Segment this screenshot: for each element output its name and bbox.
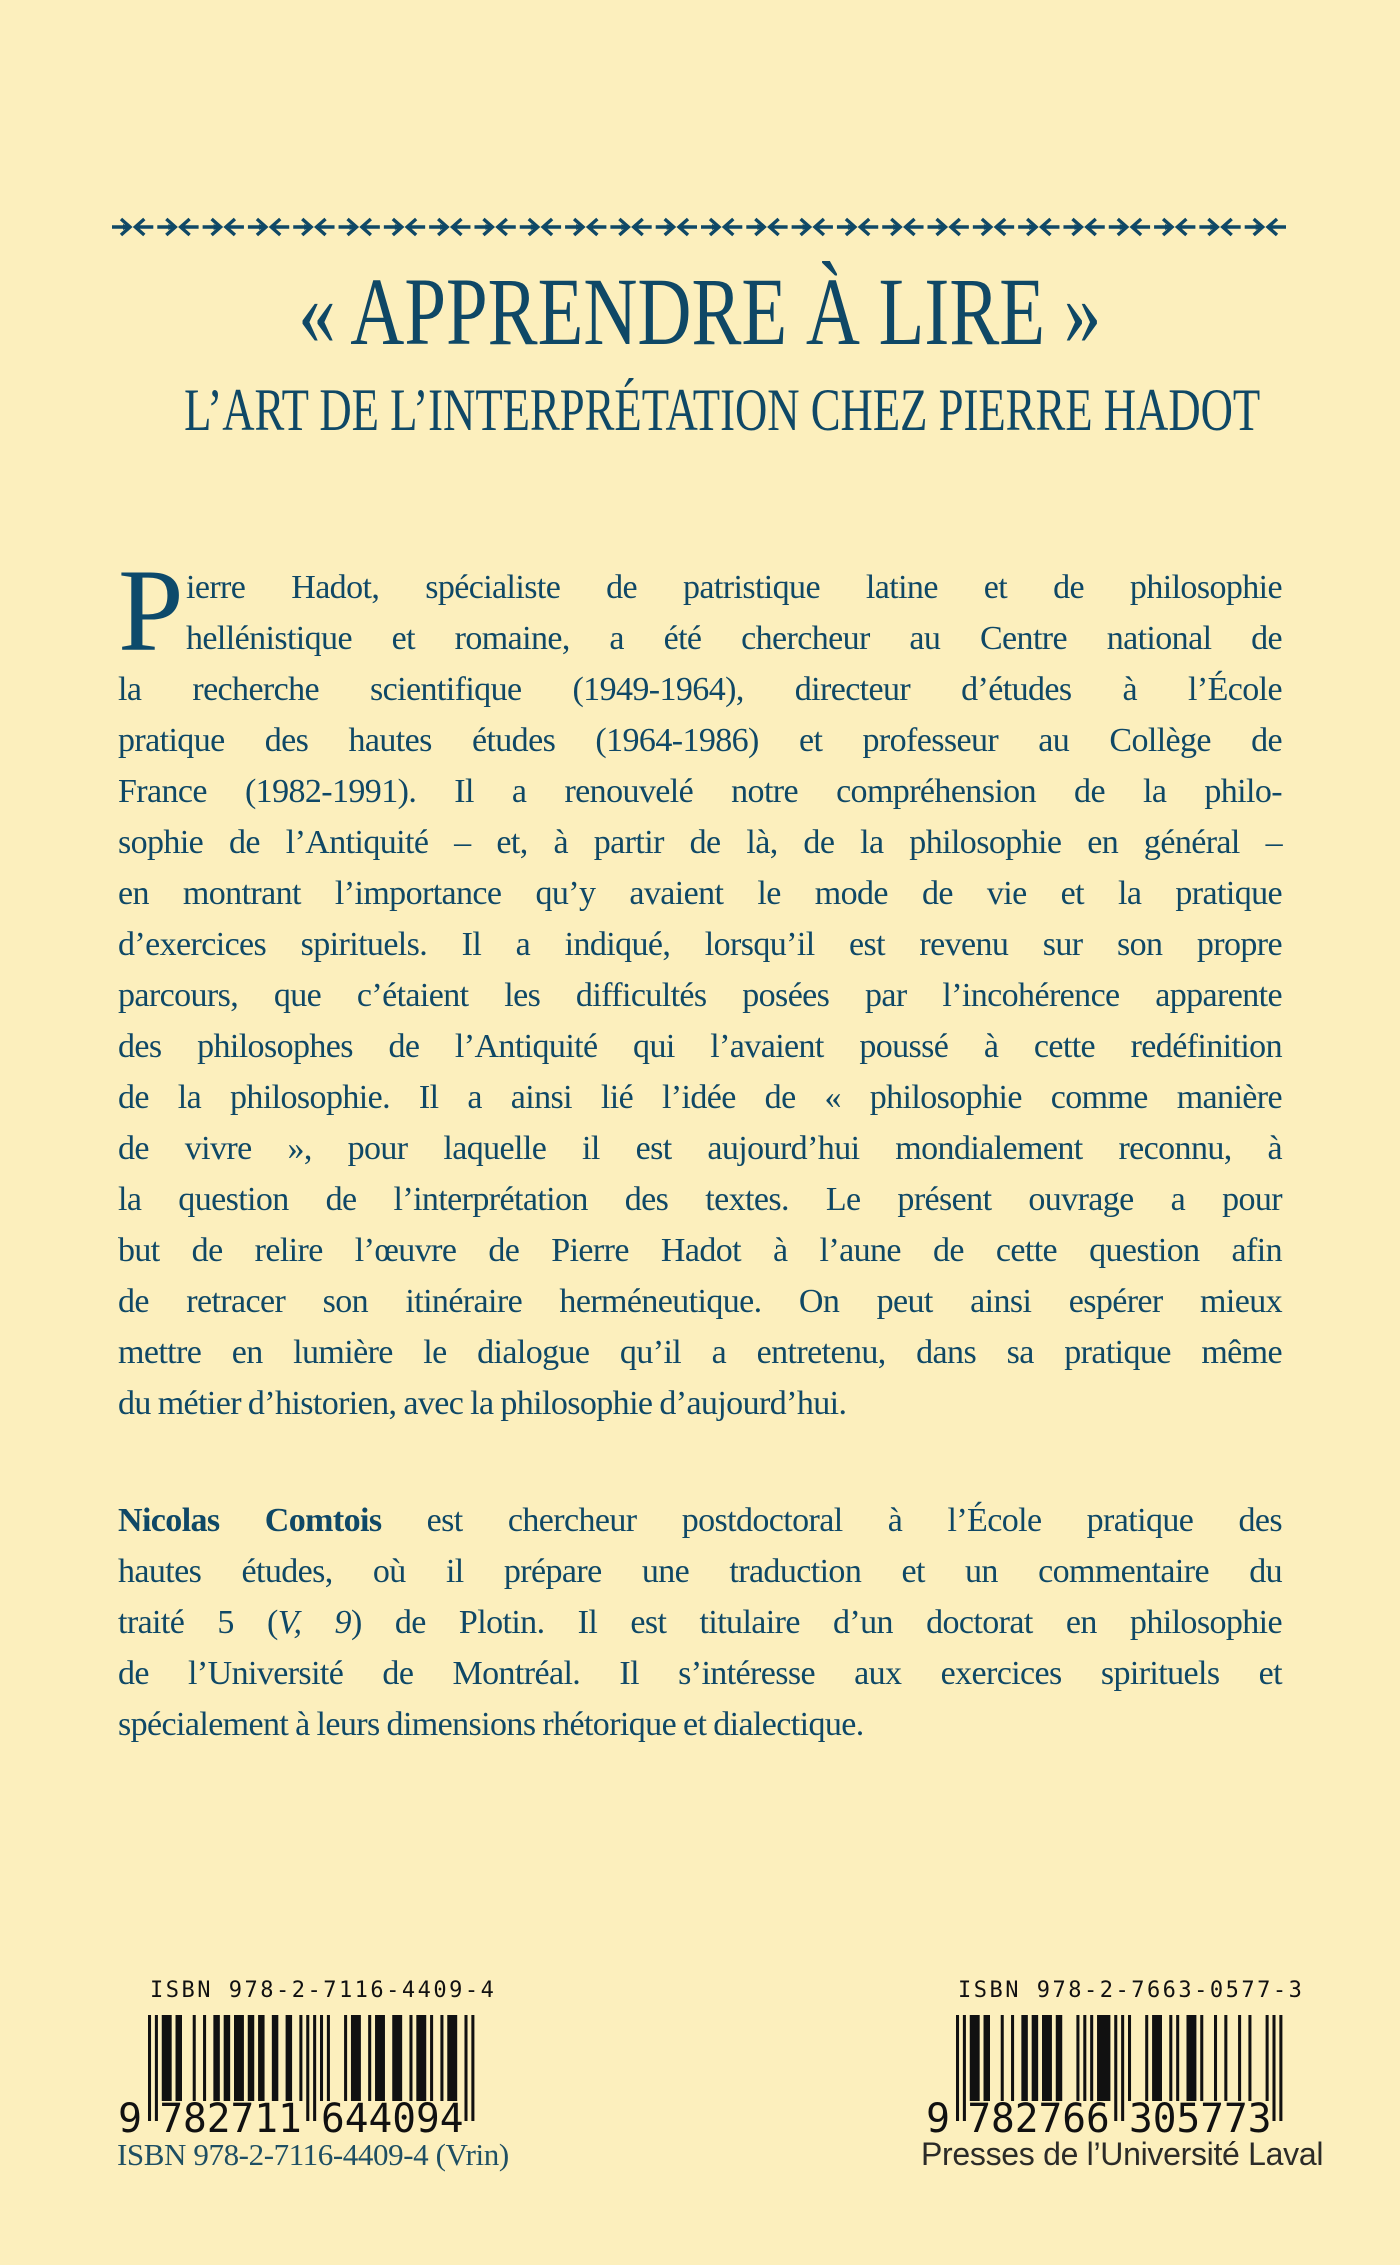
arrow-pair-icon — [1018, 219, 1059, 235]
barcode-bar — [176, 2015, 182, 2101]
barcode-bar — [984, 2015, 990, 2101]
barcode-bar — [392, 2015, 402, 2101]
barcode-bar — [447, 2015, 457, 2101]
barcode-bar — [1152, 2015, 1162, 2101]
barcode-bar — [1169, 2015, 1172, 2101]
barcode-bar — [193, 2015, 196, 2101]
barcode-bar — [1121, 2015, 1124, 2121]
barcode-right-digits: 644094 — [321, 2096, 464, 2140]
book-title — [0, 258, 1400, 365]
arrow-pair-icon — [928, 219, 969, 235]
barcode-bar — [1083, 2015, 1086, 2101]
barcode-bar — [162, 2015, 172, 2101]
arrow-pair-icon — [1245, 219, 1286, 235]
barcode-left-digits: 782766 — [967, 2096, 1110, 2140]
summary-line: du métier d’historien, avec la philosophie d’aujourd’hui. — [118, 1385, 847, 1422]
barcode-bar — [258, 2015, 264, 2101]
barcode-bar — [313, 2015, 316, 2121]
arrow-pair-icon — [1199, 219, 1240, 235]
barcode-bar — [1272, 2015, 1275, 2121]
summary-line: mettre en lumière le dialogue qu’il a entretenu, dans sa pratique même — [118, 1334, 1282, 1371]
barcode-bar — [1238, 2015, 1241, 2101]
author-bio-paragraph — [118, 1495, 1282, 1750]
barcode-bar — [224, 2015, 230, 2101]
barcode-bar — [1248, 2015, 1251, 2101]
bio-text: ) de Plotin. Il est titulaire d’un doctorat en philosophie — [350, 1604, 1282, 1641]
barcode-bar — [956, 2015, 959, 2121]
barcode-bar — [1090, 2015, 1093, 2101]
decorative-ornament-band — [110, 212, 1288, 242]
summary-line: d’exercices spirituels. Il a indiqué, lorsqu’il est revenu sur son propre — [118, 926, 1282, 963]
arrow-pair-icon — [157, 219, 198, 235]
barcode-bar — [1097, 2015, 1110, 2101]
barcode-bar — [1145, 2015, 1148, 2101]
barcode-bar — [306, 2015, 309, 2121]
barcode-bar — [203, 2015, 206, 2101]
treatise-reference: V, 9 — [277, 1604, 351, 1641]
barcode-bar — [368, 2015, 371, 2101]
summary-line: pratique des hautes études (1964-1986) et professeur au Collège de — [118, 722, 1282, 759]
bio-text: traité 5 ( — [118, 1604, 278, 1641]
barcode-bar — [1200, 2015, 1203, 2101]
summary-line: sophie de l’Antiquité – et, à partir de là, de la philosophie en général – — [118, 824, 1282, 861]
barcode-bar — [344, 2015, 347, 2101]
book-title-text: « APPRENDRE À LIRE » — [298, 258, 1102, 365]
arrow-pair-icon — [474, 219, 515, 235]
summary-line: la question de l’interprétation des textes. Le présent ouvrage a pour — [118, 1181, 1282, 1218]
arrow-pair-icon — [112, 219, 153, 235]
barcode-bar — [1114, 2015, 1117, 2121]
summary-line: de retracer son itinéraire herméneutique. On peut ainsi espérer mieux — [118, 1283, 1282, 1320]
summary-line: la recherche scientifique (1949-1964), directeur d’études à l’École — [118, 671, 1282, 708]
barcode-bar — [1056, 2015, 1062, 2101]
barcode-bar — [416, 2015, 426, 2101]
summary-line: des philosophes de l’Antiquité qui l’avaient poussé à cette redéfinition — [118, 1028, 1282, 1065]
barcode-right-digits: 305773 — [1129, 2096, 1272, 2140]
arrow-pair-icon — [837, 219, 878, 235]
barcode-bar — [1032, 2015, 1038, 2101]
arrow-pair-icon — [565, 219, 606, 235]
barcode-bar — [1001, 2015, 1004, 2101]
barcode-bar — [1176, 2015, 1179, 2101]
barcode-bar — [464, 2015, 467, 2121]
arrow-pair-ornament-icon — [110, 212, 1288, 242]
arrow-pair-icon — [792, 219, 833, 235]
arrow-pair-icon — [1063, 219, 1104, 235]
barcode-bar — [1011, 2015, 1014, 2101]
barcode-bar — [1128, 2015, 1131, 2101]
arrow-pair-icon — [1154, 219, 1195, 235]
arrow-pair-icon — [339, 219, 380, 235]
barcode-bar — [320, 2015, 323, 2101]
arrow-pair-icon — [384, 219, 425, 235]
barcode-bar — [155, 2015, 158, 2121]
barcode-bar — [375, 2015, 385, 2101]
bio-line: de l’Université de Montréal. Il s’intéresse aux exercices spirituels et — [118, 1655, 1282, 1692]
summary-line: de la philosophie. Il a ainsi lié l’idée de « philosophie comme manière — [118, 1079, 1282, 1116]
summary-line: but de relire l’œuvre de Pierre Hadot à l’aune de cette question afin — [118, 1232, 1282, 1269]
summary-line: parcours, que c’étaient les difficultés posées par l’incohérence apparente — [118, 977, 1282, 1014]
book-subtitle — [0, 378, 1400, 442]
barcode-bar — [213, 2015, 219, 2101]
isbn-label-pul: ISBN 978-2-7663-0577-3 — [958, 1978, 1305, 2003]
barcode-first-digit: 9 — [117, 2096, 143, 2140]
barcode-bar — [1042, 2015, 1052, 2101]
bio-text: est chercheur postdoctoral à l’École pratique des — [381, 1502, 1282, 1539]
barcode-bar — [1266, 2015, 1269, 2101]
barcode-bar — [351, 2015, 361, 2101]
arrow-pair-icon — [746, 219, 787, 235]
arrow-pair-icon — [1109, 219, 1150, 235]
summary-line: ierre Hadot, spécialiste de patristique latine et de philosophie — [186, 569, 1282, 606]
book-subtitle-text: L’ART DE L’INTERPRÉTATION CHEZ PIERRE HADOT — [184, 377, 1261, 443]
arrow-pair-icon — [293, 219, 334, 235]
barcode-bar — [1186, 2015, 1196, 2101]
summary-line: hellénistique et romaine, a été chercheur au Centre national de — [186, 620, 1282, 657]
summary-paragraph — [118, 545, 1282, 1429]
author-name: Nicolas Comtois — [118, 1502, 382, 1539]
barcode-left-digits: 782711 — [159, 2096, 302, 2140]
barcode-bar — [963, 2015, 966, 2121]
barcode-bar — [970, 2015, 980, 2101]
bio-line — [118, 1597, 1282, 1648]
arrow-pair-icon — [429, 219, 470, 235]
barcode-bar — [1021, 2015, 1027, 2101]
barcode-vrin — [112, 2012, 492, 2140]
barcode-bar — [1214, 2015, 1217, 2101]
barcode-bar — [148, 2015, 151, 2121]
bio-line: hautes études, où il prépare une traduction et un commentaire du — [118, 1553, 1282, 1590]
barcode-bar — [234, 2015, 244, 2101]
arrow-pair-icon — [656, 219, 697, 235]
arrow-pair-icon — [882, 219, 923, 235]
arrow-pair-icon — [203, 219, 244, 235]
barcode-bar — [248, 2015, 254, 2101]
barcode-bar — [299, 2015, 302, 2101]
summary-line: de vivre », pour laquelle il est aujourd’hui mondialement reconnu, à — [118, 1130, 1282, 1167]
drop-cap: P — [118, 545, 184, 676]
barcode-bar — [272, 2015, 278, 2101]
barcode-bar — [327, 2015, 330, 2101]
summary-line: en montrant l’importance qu’y avaient le mode de vie et la pratique — [118, 875, 1282, 912]
publisher-caption-pul: Presses de l’Université Laval — [921, 2136, 1324, 2172]
bio-line — [118, 1495, 1282, 1546]
arrow-pair-icon — [610, 219, 651, 235]
bio-line: spécialement à leurs dimensions rhétorique et dialectique. — [118, 1706, 864, 1743]
barcode-bar — [471, 2015, 474, 2121]
arrow-pair-icon — [248, 219, 289, 235]
arrow-pair-icon — [701, 219, 742, 235]
barcode-bar — [430, 2015, 433, 2101]
arrow-pair-icon — [973, 219, 1014, 235]
isbn-label-vrin: ISBN 978-2-7116-4409-4 — [150, 1978, 497, 2003]
arrow-pair-icon — [520, 219, 561, 235]
summary-line: France (1982-1991). Il a renouvelé notre compréhension de la philo- — [118, 773, 1282, 810]
barcode-first-digit: 9 — [925, 2096, 951, 2140]
barcode-bar — [1224, 2015, 1227, 2101]
barcode-bar — [286, 2015, 292, 2101]
barcode-bar — [1076, 2015, 1079, 2101]
barcode-bar — [440, 2015, 443, 2101]
barcode-bar — [409, 2015, 412, 2101]
barcode-bar — [1279, 2015, 1282, 2121]
isbn-caption-vrin: ISBN 978-2-7116-4409-4 (Vrin) — [117, 2137, 509, 2172]
barcode-pul — [920, 2012, 1300, 2140]
